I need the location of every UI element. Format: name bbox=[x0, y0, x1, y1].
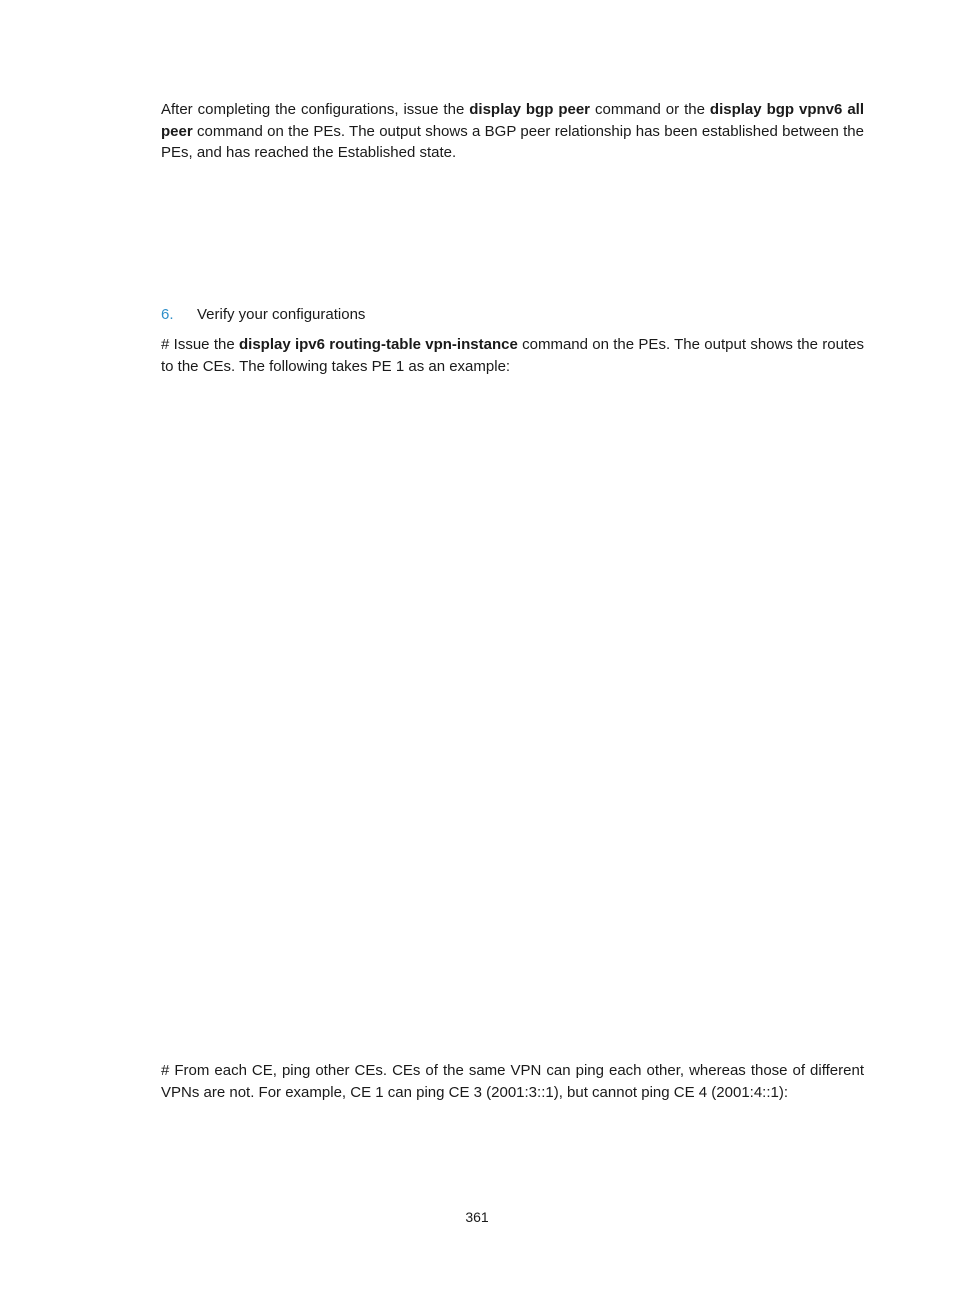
intro-text-3: command on the PEs. The output shows a BGP peer relationship has been established between the PEs, and has reached the Established state. bbox=[161, 122, 864, 161]
command-display-bgp-vpnv6-all-peer: display bgp vpnv6 all peer bbox=[161, 101, 864, 140]
ping-paragraph bbox=[161, 1060, 864, 1103]
intro-paragraph bbox=[161, 99, 864, 164]
routes-paragraph bbox=[161, 334, 864, 377]
command-display-bgp-peer: display bgp peer bbox=[469, 101, 591, 118]
command-display-ipv6-routing-table: display ipv6 routing-table vpn-instance bbox=[238, 336, 518, 353]
routes-text-2: command on the PEs. The output shows the routes to the CEs. The following takes PE 1 as an example: bbox=[161, 336, 864, 375]
routes-text-1: # Issue the bbox=[161, 336, 239, 353]
step-number: 6. bbox=[161, 306, 174, 323]
ping-text: # From each CE, ping other CEs. CEs of the same VPN can ping each other, whereas those of different VPNs are not. For example, CE 1 can ping CE 3 (2001:3::1), but cannot ping CE 4 (2001:4::1): bbox=[161, 1062, 864, 1101]
page-number: 361 bbox=[465, 1209, 489, 1225]
intro-text-2: command or the bbox=[590, 101, 710, 118]
intro-text-1: After completing the configurations, issue the bbox=[161, 101, 470, 118]
step-label: Verify your configurations bbox=[197, 306, 366, 323]
step-list-item bbox=[161, 304, 365, 326]
